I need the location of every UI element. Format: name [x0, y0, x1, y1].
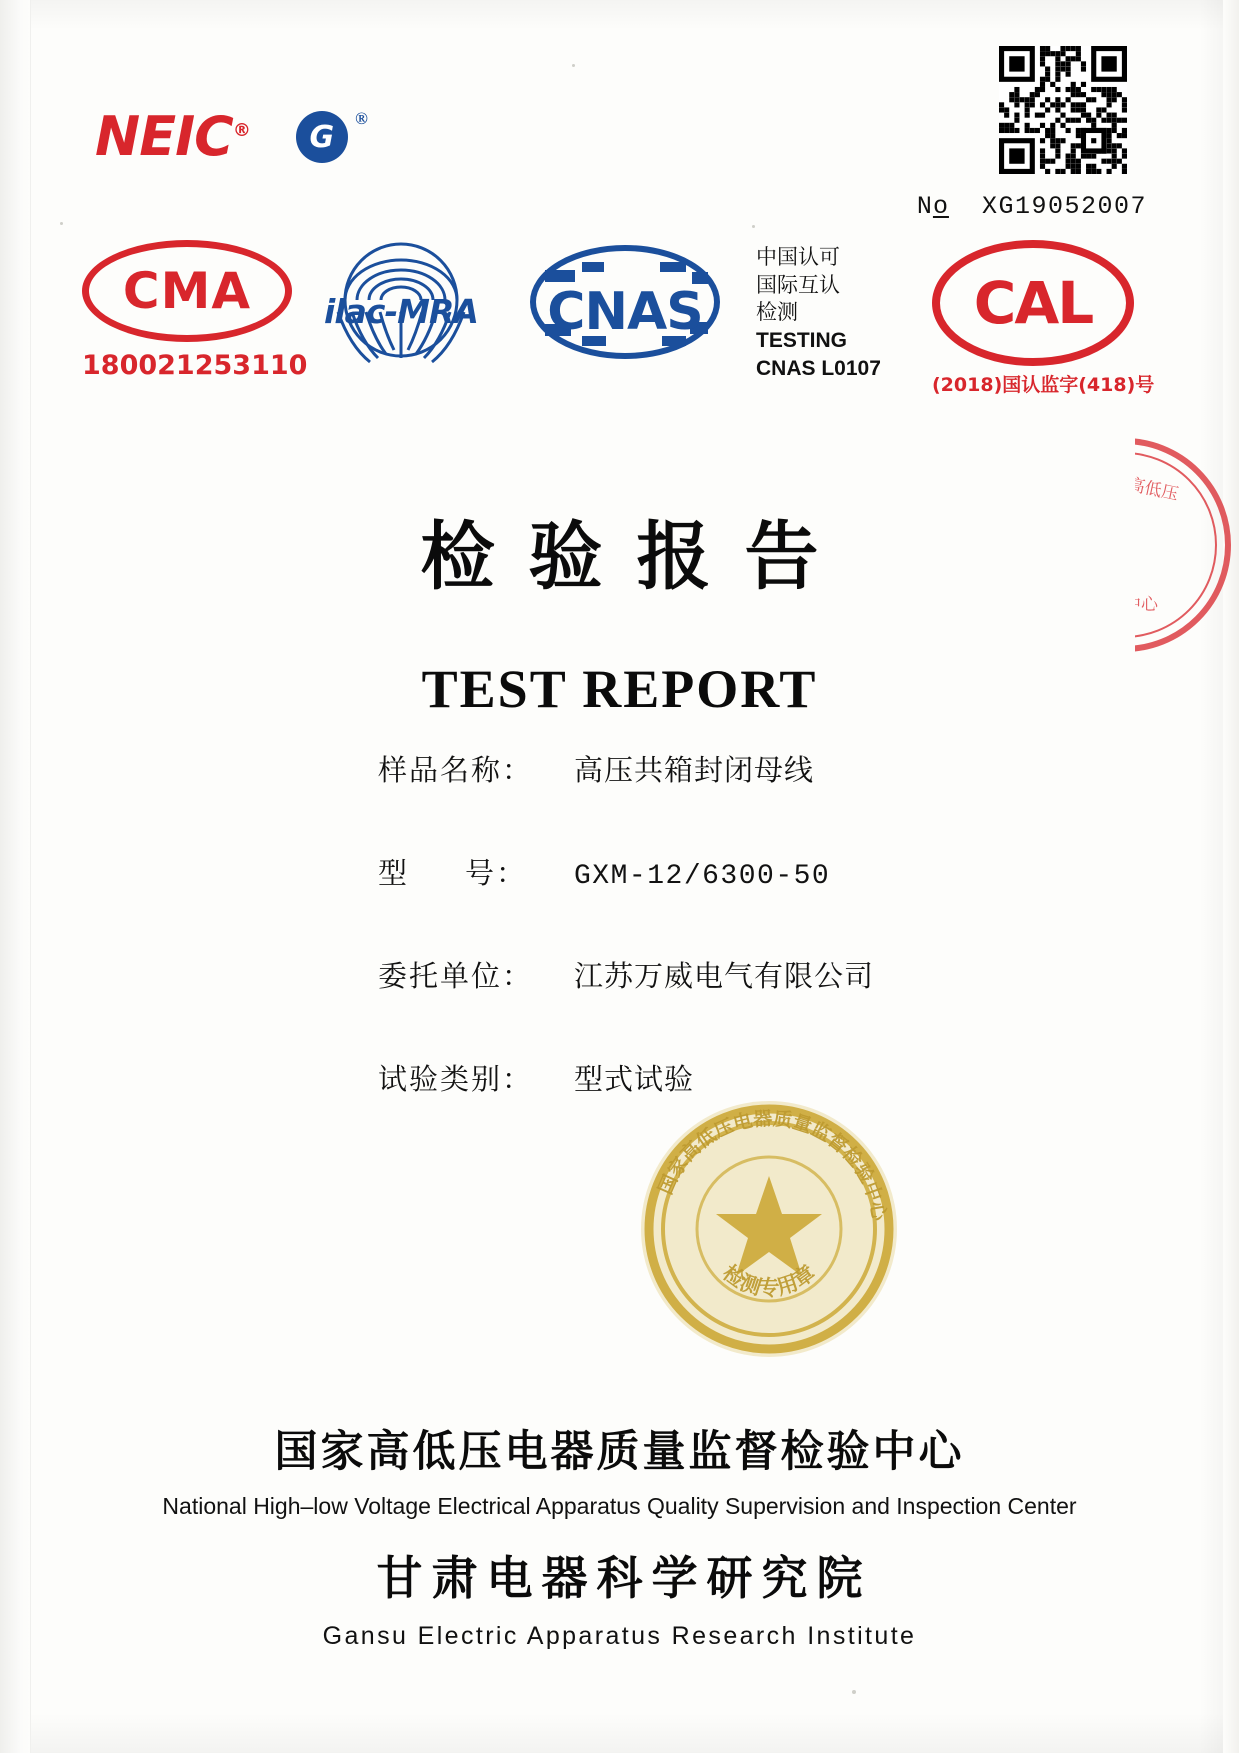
cma-logo [82, 240, 308, 381]
qr-code [999, 46, 1127, 174]
svg-text:国家高低压: 国家高低压 [1092, 467, 1181, 505]
page-title-en: TEST REPORT [421, 659, 818, 719]
field-model [378, 851, 1018, 892]
field-label: 试验类别： [378, 1062, 534, 1096]
qr-code-canvas [999, 46, 1127, 174]
field-value: 江苏万威电气有限公司 [574, 959, 875, 993]
cnas-line-5: CNAS L0107 [756, 356, 881, 380]
report-number-label: No [916, 192, 949, 221]
scan-speck [852, 1690, 856, 1694]
cnas-line-2: 国际互认 [756, 273, 840, 297]
organization-name-en: National High–low Voltage Electrical Apparatus Quality Supervision and Inspection Center [162, 1493, 1077, 1519]
report-number-value: XG19052007 [981, 192, 1147, 221]
seal-outer-text: 国家高低压电器质量监督检验中心 [654, 1107, 890, 1223]
g-certification-logo [296, 109, 368, 163]
neic-logo-text: NEIC [95, 105, 233, 168]
cal-logo-mark: CAL [932, 240, 1134, 366]
cnas-accreditation-text [756, 240, 906, 383]
cnas-logo-text: CNAS [547, 282, 703, 342]
field-value: 型式试验 [574, 1062, 695, 1096]
field-label: 委托单位： [378, 959, 534, 993]
seal-inner-text: 检测专用章 [718, 1260, 820, 1300]
registered-trademark-icon: ® [355, 109, 368, 128]
field-sample-name [378, 748, 1018, 789]
organization-name-cn: 国家高低压电器质量监督检验中心 [274, 1427, 965, 1477]
ilac-mra-logo-text: ilac-MRA [324, 292, 478, 331]
field-value: GXM-12/6300-50 [574, 861, 831, 892]
page-title-cn: 检验报告 [420, 514, 853, 600]
cnas-line-1: 中国认可 [756, 246, 840, 269]
cnas-line-3: 检测 [756, 301, 798, 325]
cal-logo [932, 240, 1155, 397]
scan-speck [60, 222, 63, 225]
g-logo-mark: G [296, 111, 348, 163]
institute-name-en: Gansu Electric Apparatus Research Institute [322, 1622, 917, 1650]
field-label: 型 号： [378, 856, 528, 890]
cal-certificate-number: (2018)国认监字(418)号 [932, 374, 1155, 396]
accreditation-logo-row [82, 240, 1199, 396]
scan-speck [752, 225, 755, 228]
field-value: 高压共箱封闭母线 [574, 753, 815, 787]
scan-speck [572, 64, 575, 67]
top-logo-row [95, 105, 368, 168]
field-label: 样品名称： [378, 753, 534, 787]
ilac-mra-logo [308, 240, 494, 380]
cnas-line-4: TESTING [756, 329, 848, 353]
cnas-logo [520, 240, 730, 380]
report-number [917, 192, 1147, 221]
registered-trademark-icon: ® [232, 120, 250, 141]
institute-name-cn: 甘肃电器科学研究院 [376, 1551, 872, 1605]
svg-text:检验中心: 检验中心 [1090, 595, 1158, 615]
field-client [378, 954, 1018, 995]
cma-logo-mark: CMA [82, 240, 292, 342]
neic-logo [95, 105, 250, 168]
cma-certificate-number: 180021253110 [82, 350, 308, 381]
official-seal-graphic [630, 1090, 908, 1368]
document-footer [0, 1418, 1239, 1651]
official-seal [630, 1090, 908, 1368]
